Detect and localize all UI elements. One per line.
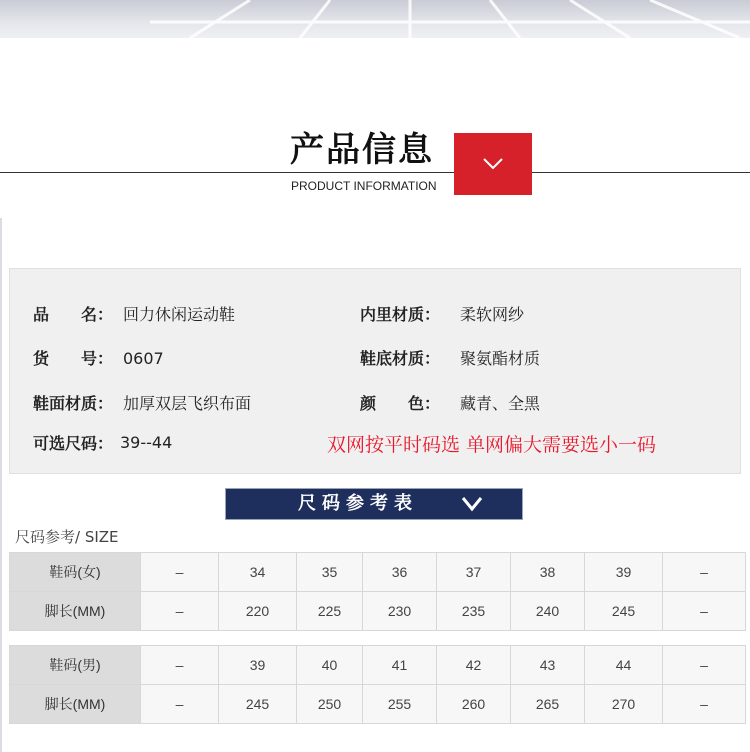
table-cell: 260 [437,685,511,724]
top-banner-image [0,0,750,38]
table-cell: – [663,685,746,724]
table-cell: 40 [297,646,363,685]
table-cell: 220 [219,592,297,631]
chevron-down-icon [480,155,506,173]
table-cell: – [141,592,219,631]
table-cell: 240 [511,592,585,631]
size-chart-banner [226,489,522,519]
table-cell: – [663,553,746,592]
table-row [10,592,746,631]
item-number-label: 货 号： [33,349,114,368]
size-chart-title: 尺码参考表 [298,493,418,514]
table-cell: – [141,553,219,592]
size-range-label: 可选尺码： [33,434,114,453]
chevron-down-icon [460,495,484,513]
table-row [10,553,746,592]
upper-value: 加厚双层飞织布面 [123,394,252,413]
item-number-value: 0607 [123,349,164,368]
table-cell: 43 [511,646,585,685]
name-value: 回力休闲运动鞋 [123,305,236,324]
sole-label: 鞋底材质： [360,349,441,368]
men-size-table [9,645,746,724]
row-header: 脚长(MM) [10,685,141,724]
left-edge-line [0,218,2,752]
title-accent-box [454,133,532,195]
table-cell: 245 [219,685,297,724]
table-cell: 37 [437,553,511,592]
table-cell: 35 [297,553,363,592]
table-cell: 245 [585,592,663,631]
table-cell: – [141,685,219,724]
table-cell: 42 [437,646,511,685]
table-cell: – [663,592,746,631]
lining-label: 内里材质： [360,305,441,324]
women-size-table [9,552,746,631]
table-cell: – [141,646,219,685]
row-header: 鞋码(女) [10,553,141,592]
sizing-note: 双网按平时码选 单网偏大需要选小一码 [327,434,657,456]
table-cell: 250 [297,685,363,724]
table-cell: 39 [585,553,663,592]
table-cell: 270 [585,685,663,724]
row-header: 脚长(MM) [10,592,141,631]
color-value: 藏青、全黑 [460,394,541,413]
table-cell: 36 [363,553,437,592]
name-label: 品 名： [33,305,114,324]
title-divider [0,172,750,173]
table-cell: 41 [363,646,437,685]
table-cell: 255 [363,685,437,724]
table-row [10,646,746,685]
table-cell: 235 [437,592,511,631]
section-subtitle: PRODUCT INFORMATION [291,179,437,193]
upper-label: 鞋面材质： [33,394,114,413]
table-cell: 225 [297,592,363,631]
table-cell: 34 [219,553,297,592]
table-cell: 265 [511,685,585,724]
sole-value: 聚氨酯材质 [460,349,541,368]
table-cell: 39 [219,646,297,685]
table-cell: 230 [363,592,437,631]
table-cell: 38 [511,553,585,592]
color-label: 颜 色： [360,394,441,413]
table-row [10,685,746,724]
size-caption: 尺码参考/ SIZE [15,528,119,546]
table-cell: – [663,646,746,685]
size-range-value: 39--44 [120,433,173,452]
section-title: 产品信息 [290,130,434,170]
lining-value: 柔软网纱 [460,305,525,324]
table-cell: 44 [585,646,663,685]
row-header: 鞋码(男) [10,646,141,685]
